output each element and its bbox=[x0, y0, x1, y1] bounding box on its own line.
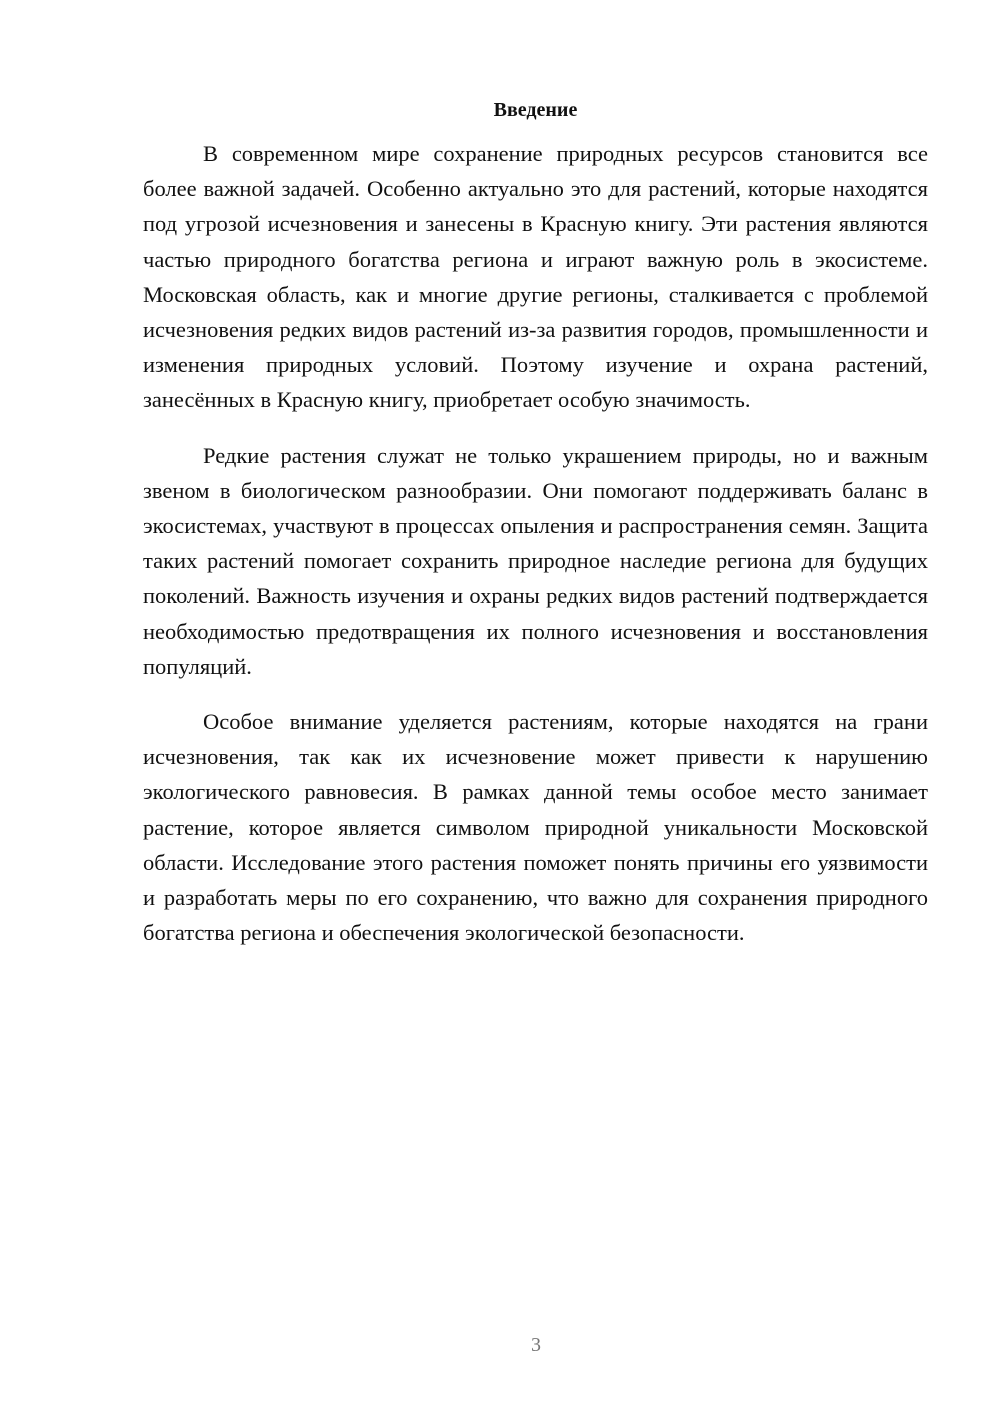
paragraph-1: В современном мире сохранение природных ресурсов становится все более важной задачей. Особенно актуально это для растений, которые находятся под угрозой исчезновения и занесены в Красную книгу. Эти растения являются частью природного богатства региона и играют важную роль в экосистеме. Московская область, как и многие другие регионы, сталкивается с проблемой исчезновения редких видов растений из-за развития городов, промышленности и изменения природных условий. Поэтому изучение и охрана растений, занесённых в Красную книгу, приобретает особую значимость. bbox=[143, 141, 928, 413]
paragraph-2: Редкие растения служат не только украшением природы, но и важным звеном в биологическом разнообразии. Они помогают поддерживать баланс в экосистемах, участвуют в процессах опыления и распространения семян. Защита таких растений помогает сохранить природное наследие региона для будущих поколений. Важность изучения и охраны редких видов растений подтверждается необходимостью предотвращения их полного исчезновения и восстановления популяций. bbox=[143, 442, 928, 679]
page-number: 3 bbox=[531, 1334, 541, 1356]
section-title: Введение bbox=[493, 99, 578, 121]
paragraph-3: Особое внимание уделяется растениям, которые находятся на грани исчезновения, так как их исчезновение может привести к нарушению экологического равновесия. В рамках данной темы особое место занимает растение, которое является символом природной уникальности Московской области. Исследование этого растения поможет понять причины его уязвимости и разработать меры по его сохранению, что важно для сохранения природного богатства региона и обеспечения экологической безопасности. bbox=[143, 709, 928, 946]
page-content bbox=[143, 96, 928, 970]
